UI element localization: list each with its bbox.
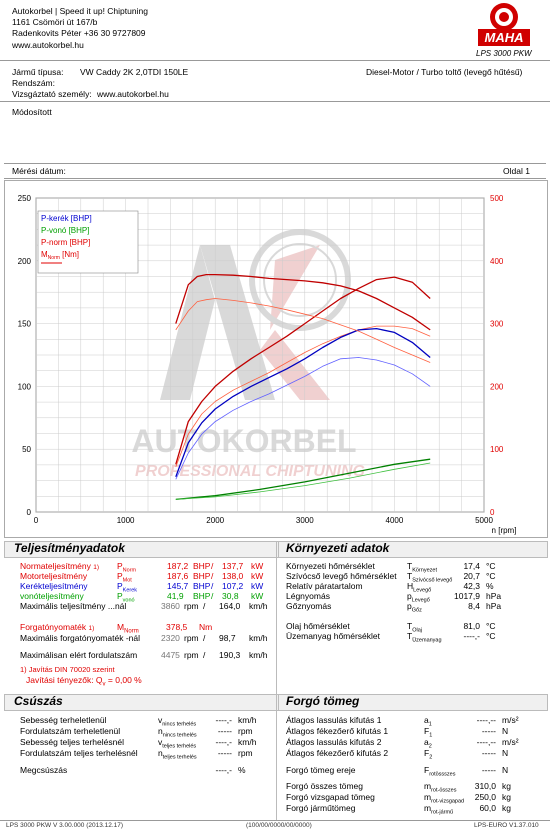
mass-title: Forgó tömeg — [286, 694, 360, 708]
vehicle-type-label: Jármű típusa: — [12, 67, 64, 77]
watermark-brand: AUTOKORBEL — [131, 423, 357, 459]
slip-unit: km/h — [238, 715, 257, 725]
symbol: $T_{Olaj}$ — [407, 621, 422, 634]
mass-value: 310,0 — [474, 781, 496, 791]
performance-value-2: 138,0 — [222, 571, 244, 581]
slip-row-label: Sebesség teljes terhelésnél — [20, 737, 124, 747]
environment-title: Környezeti adatok — [286, 541, 390, 555]
slip-unit: km/h — [238, 737, 257, 747]
mass-row-label: Átlagos lassulás kifutás 2 — [286, 737, 382, 747]
y-right-tick-label: 100 — [490, 445, 504, 455]
din-note: 1) Javítás DIN 70020 szerint — [20, 665, 115, 674]
max-speed-value: 190,3 — [219, 650, 241, 660]
performance-row-label: Normateljesítmény 1) — [20, 561, 99, 571]
slip-row-label: Megcsúszás — [20, 765, 68, 775]
torque-symbol: $M_{Norm}$ — [117, 622, 139, 635]
x-tick-label: 1000 — [116, 516, 135, 525]
environment-row-label: Gőznyomás — [286, 601, 332, 611]
performance-row-label: Motorteljesítmény — [20, 571, 88, 581]
x-tick-label: 2000 — [206, 516, 225, 525]
autokorbel-watermark — [131, 232, 365, 480]
y-left-tick-label: 50 — [22, 445, 31, 455]
torque-label: Forgatónyomaték 1) — [20, 622, 95, 632]
environment-row-label: Szívócső levegő hőmérséklet — [286, 571, 397, 581]
performance-sep: / — [211, 581, 214, 591]
mass-row-label: Átlagos fékezőerő kifutás 2 — [286, 748, 389, 758]
vehicle-type-value: VW Caddy 2K 2,0TDI 150LE — [80, 67, 189, 77]
x-tick-label: 4000 — [385, 516, 404, 525]
legend-item: P-vonó [BHP] — [41, 226, 90, 235]
mass-value: ----,-- — [476, 715, 496, 725]
performance-value-1: 187,6 — [167, 571, 189, 581]
x-axis-label: n [rpm] — [491, 526, 517, 535]
max-rpm-unit: rpm — [184, 650, 199, 660]
performance-unit-2: kW — [251, 581, 264, 591]
footer-software-version: LPS 3000 PKW V 3.00.000 (2013.12.17) — [6, 822, 124, 829]
symbol: $m_{rot-vizsgapad}$ — [424, 792, 465, 805]
y-right-tick-label: 400 — [490, 256, 504, 266]
mass-row-label: Átlagos lassulás kifutás 1 — [286, 715, 382, 725]
max-torque-speed: 98,7 — [219, 633, 236, 643]
symbol: $p_{Levegő}$ — [407, 591, 430, 604]
symbol: $P_{Norm}$ — [117, 561, 137, 574]
performance-sep: / — [211, 571, 214, 581]
performance-unit-1: BHP — [193, 581, 211, 591]
environment-unit: % — [486, 581, 494, 591]
mass-unit: N — [502, 748, 509, 758]
performance-value-1: 41,9 — [167, 591, 184, 601]
y-left-tick-label: 100 — [17, 382, 31, 392]
symbol: $T_{Szívócső levegő}$ — [407, 571, 453, 584]
din-factor: Javítási tényezők: $Q_v = 0,00$ % — [26, 675, 142, 688]
performance-unit-2: kW — [251, 571, 264, 581]
watermark-tagline: PROFESSIONAL CHIPTUNING — [135, 463, 365, 480]
performance-unit-2: kW — [251, 591, 264, 601]
symbol: $p_{Gőz}$ — [407, 601, 422, 614]
mass-unit: kg — [502, 803, 511, 813]
symbol: $T_{Üzemanyag}$ — [407, 631, 442, 644]
performance-value-2: 107,2 — [222, 581, 244, 591]
performance-sep: / — [203, 601, 206, 611]
x-tick-label: 3000 — [295, 516, 314, 525]
slip-value: ----,- — [215, 765, 232, 775]
symbol: $a_1$ — [424, 715, 432, 728]
slip-row-label: Sebesség terheletlenül — [20, 715, 107, 725]
y-left-tick-label: 200 — [17, 256, 31, 266]
environment-unit: °C — [486, 631, 496, 641]
slip-title: Csúszás — [14, 694, 63, 708]
mass-value: ----- — [481, 748, 496, 758]
footer-euro-version: LPS-EURO V1.37.010 — [474, 822, 539, 829]
performance-value-2: 30,8 — [222, 591, 239, 601]
sep: / — [203, 633, 206, 643]
max-rpm-label: Maximálisan elért fordulatszám — [20, 650, 138, 660]
examiner-value: www.autokorbel.hu — [97, 89, 169, 99]
footer-divider — [0, 820, 550, 821]
mass-value: 60,0 — [479, 803, 496, 813]
performance-value-2: 164,0 — [219, 601, 241, 611]
legend-item-mnorm: $M_{Norm}$ [Nm] — [41, 250, 80, 261]
symbol: $F_2$ — [424, 748, 433, 761]
slip-value: ----,- — [215, 737, 232, 747]
performance-row-label: Maximális teljesítmény ...nál — [20, 601, 127, 611]
company-name: Autokorbel | Speed it up! Chiptuning — [12, 6, 148, 16]
max-torque-rpm: 2320 — [161, 633, 180, 643]
y-right-tick-label: 500 — [490, 194, 504, 203]
slip-value: ----- — [217, 748, 232, 758]
environment-value: 17,4 — [463, 561, 480, 571]
symbol: $m_{rot-jármű}$ — [424, 803, 454, 816]
mass-value: ----- — [481, 765, 496, 775]
modified-label: Módosított — [12, 107, 52, 117]
symbol: $n_{nincs terhelés}$ — [158, 726, 197, 739]
environment-value: 42,3 — [463, 581, 480, 591]
slip-unit: rpm — [238, 726, 253, 736]
y-left-tick-label: 150 — [17, 319, 31, 329]
max-torque-rpm-unit: rpm — [184, 633, 199, 643]
y-right-tick-label: 0 — [490, 508, 495, 517]
mass-row-label: Átlagos fékezőerő kifutás 1 — [286, 726, 389, 736]
y-right-tick-label: 200 — [490, 382, 504, 392]
y-left-tick-label: 0 — [26, 508, 31, 517]
column-divider — [276, 541, 277, 820]
device-model: LPS 3000 PKW — [476, 49, 532, 58]
slip-row-label: Fordulatszám terheletlenül — [20, 726, 121, 736]
mass-unit: kg — [502, 781, 511, 791]
performance-unit-1: rpm — [184, 601, 199, 611]
mass-row-label: Forgó járműtömeg — [286, 803, 356, 813]
symbol: $P_{Mot}$ — [117, 571, 132, 584]
symbol: $m_{rot-összes}$ — [424, 781, 457, 794]
mass-value: ----- — [481, 726, 496, 736]
mass-unit: kg — [502, 792, 511, 802]
mass-value: ----,-- — [476, 737, 496, 747]
max-speed-unit: km/h — [249, 650, 268, 660]
performance-sep: / — [211, 591, 214, 601]
environment-value: 8,4 — [468, 601, 480, 611]
symbol: $T_{Környezet}$ — [407, 561, 437, 574]
slip-value: ----,- — [215, 715, 232, 725]
company-contact: Radenkovits Péter +36 30 9727809 — [12, 28, 146, 38]
mass-value: 250,0 — [474, 792, 496, 802]
performance-row-label: Kerékteljesítmény — [20, 581, 88, 591]
environment-unit: °C — [486, 561, 496, 571]
torque-value: 378,5 — [166, 622, 188, 632]
performance-unit-1: BHP — [193, 561, 211, 571]
environment-unit: °C — [486, 621, 496, 631]
footer-code: (100/00/0000/00/0000) — [246, 822, 312, 829]
environment-unit: hPa — [486, 601, 502, 611]
environment-value: 1017,9 — [454, 591, 480, 601]
symbol: $P_{vonó}$ — [117, 591, 135, 604]
mass-unit: m/s² — [502, 715, 519, 725]
environment-row-label: Környezeti hőmérséklet — [286, 561, 375, 571]
symbol: $P_{Kerek}$ — [117, 581, 138, 594]
symbol: $F_{rotössszes}$ — [424, 765, 456, 778]
performance-title: Teljesítményadatok — [14, 541, 125, 555]
symbol: $a_2$ — [424, 737, 432, 750]
environment-row-label: Relatív páratartalom — [286, 581, 363, 591]
mass-unit: N — [502, 765, 509, 775]
slip-unit: rpm — [238, 748, 253, 758]
measurement-date-label: Mérési dátum: — [12, 166, 66, 176]
sep: / — [203, 650, 206, 660]
page-number: Oldal 1 — [503, 166, 530, 176]
performance-sep: / — [211, 561, 214, 571]
max-torque-at-label: Maximális forgatónyomaték -nál — [20, 633, 140, 643]
y-right-tick-label: 300 — [490, 319, 504, 329]
max-rpm-value: 4475 — [161, 650, 180, 660]
performance-unit-1: BHP — [193, 591, 211, 601]
slip-unit: % — [238, 765, 246, 775]
mass-unit: m/s² — [502, 737, 519, 747]
mass-row-label: Forgó összes tömeg — [286, 781, 364, 791]
performance-value-2: 137,7 — [222, 561, 244, 571]
symbol: $v_{teljes terhelés}$ — [158, 737, 197, 750]
max-torque-speed-unit: km/h — [249, 633, 268, 643]
examiner-label: Vizsgáztató személy: — [12, 89, 92, 99]
company-web: www.autokorbel.hu — [12, 40, 84, 50]
performance-unit-1: BHP — [193, 571, 211, 581]
environment-value: ----,- — [463, 631, 480, 641]
environment-value: 81,0 — [463, 621, 480, 631]
legend-item: P-kerék [BHP] — [41, 214, 92, 223]
performance-unit-2: kW — [251, 561, 264, 571]
mass-row-label: Forgó tömeg ereje — [286, 765, 356, 775]
torque-unit: Nm — [199, 622, 213, 632]
slip-row-label: Fordulatszám teljes terhelésnél — [20, 748, 138, 758]
slip-value: ----- — [217, 726, 232, 736]
legend-item: P-norm [BHP] — [41, 238, 91, 247]
y-left-tick-label: 250 — [17, 194, 31, 203]
company-address: 1161 Csömöri út 167/b — [12, 17, 98, 27]
x-tick-label: 0 — [33, 516, 39, 525]
environment-row-label: Légnyomás — [286, 591, 330, 601]
environment-unit: °C — [486, 571, 496, 581]
registration-label: Rendszám: — [12, 78, 55, 88]
engine-type: Diesel-Motor / Turbo toltő (levegő hűtésű) — [366, 67, 523, 77]
symbol: $F_1$ — [424, 726, 433, 739]
symbol: $H_{Levegő}$ — [407, 581, 432, 594]
mass-row-label: Forgó vizsgapad tömeg — [286, 792, 375, 802]
environment-row-label: Üzemanyag hőmérséklet — [286, 631, 381, 641]
performance-value-1: 187,2 — [167, 561, 189, 571]
x-tick-label: 5000 — [475, 516, 493, 525]
symbol: $v_{nincs terhelés}$ — [158, 715, 197, 728]
maha-logo-text: MAHA — [484, 30, 524, 45]
environment-unit: hPa — [486, 591, 502, 601]
performance-value-1: 145,7 — [167, 581, 189, 591]
environment-value: 20,7 — [463, 571, 480, 581]
performance-value-1: 3860 — [161, 601, 180, 611]
environment-row-label: Olaj hőmérséklet — [286, 621, 350, 631]
performance-unit-2: km/h — [249, 601, 268, 611]
symbol: $n_{teljes terhelés}$ — [158, 748, 197, 761]
mass-unit: N — [502, 726, 509, 736]
performance-row-label: vonóteljesítmény — [20, 591, 84, 601]
